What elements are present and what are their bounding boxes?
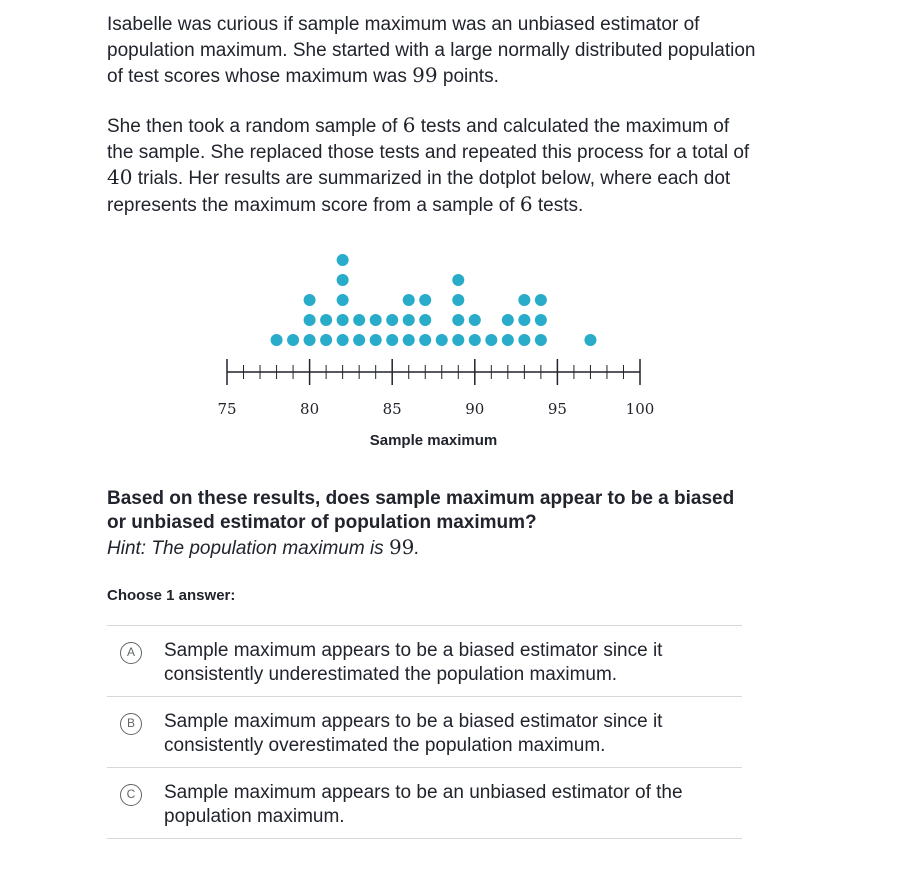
dot bbox=[386, 314, 398, 326]
hint-text: . bbox=[414, 538, 420, 559]
dot bbox=[452, 314, 464, 326]
dot bbox=[419, 334, 431, 346]
intro-paragraph-2 bbox=[107, 113, 757, 218]
dot bbox=[485, 334, 497, 346]
intro-text: trials. Her results are summarized in the dotplot below, where each dot represents the maximum score from a sample of bbox=[107, 168, 731, 216]
dot bbox=[320, 314, 332, 326]
intro-text: tests and calculated the maximum of the sample. She replaced those tests and repeated this process for a total of bbox=[107, 116, 750, 163]
dot bbox=[535, 294, 547, 306]
dot bbox=[304, 334, 316, 346]
dot bbox=[304, 294, 316, 306]
hint-line bbox=[107, 535, 757, 561]
hint-text: Hint: The population maximum is bbox=[107, 538, 389, 559]
intro-text: She then took a random sample of bbox=[107, 116, 403, 137]
dot bbox=[337, 294, 349, 306]
question-text: Based on these results, does sample maximum appear to be a biased or unbiased estimator of population maximum? bbox=[107, 488, 735, 533]
dot bbox=[304, 314, 316, 326]
dot bbox=[452, 334, 464, 346]
dot bbox=[452, 294, 464, 306]
dot bbox=[353, 314, 365, 326]
x-tick-label: 95 bbox=[547, 400, 567, 418]
dot bbox=[370, 314, 382, 326]
hint-value: 99 bbox=[388, 535, 415, 559]
choice-c-letter-circle: C bbox=[120, 784, 142, 806]
dot bbox=[337, 254, 349, 266]
x-tick-label: 80 bbox=[300, 400, 320, 418]
choice-b-letter-circle: B bbox=[120, 713, 142, 735]
x-tick-label: 85 bbox=[382, 400, 402, 418]
dot bbox=[452, 274, 464, 286]
population-max-value: 99 bbox=[412, 63, 438, 87]
dot bbox=[403, 334, 415, 346]
intro-text: tests. bbox=[532, 194, 584, 216]
dot bbox=[469, 314, 481, 326]
sample-size-value: 6 bbox=[402, 113, 416, 137]
choice-c[interactable] bbox=[107, 768, 742, 839]
dotplot-chart bbox=[200, 240, 680, 455]
dot bbox=[320, 334, 332, 346]
dot bbox=[370, 334, 382, 346]
dot bbox=[518, 314, 530, 326]
choice-a-letter-circle: A bbox=[120, 642, 142, 664]
dot bbox=[337, 314, 349, 326]
dot bbox=[386, 334, 398, 346]
x-tick-label: 75 bbox=[217, 400, 237, 418]
choice-c-text: Sample maximum appears to be an unbiased estimator of the population maximum. bbox=[164, 782, 683, 827]
dot bbox=[337, 334, 349, 346]
x-tick-label: 100 bbox=[625, 400, 655, 418]
dot bbox=[337, 274, 349, 286]
trials-value: 40 bbox=[107, 165, 133, 189]
intro-text: points. bbox=[437, 66, 499, 87]
dot bbox=[518, 334, 530, 346]
dot bbox=[502, 334, 514, 346]
dot bbox=[403, 294, 415, 306]
dot bbox=[271, 334, 283, 346]
choice-b[interactable] bbox=[107, 697, 742, 768]
answer-choices bbox=[107, 625, 742, 839]
dot bbox=[436, 334, 448, 346]
dot bbox=[403, 314, 415, 326]
dot bbox=[535, 334, 547, 346]
choice-b-text: Sample maximum appears to be a biased estimator since it consistently overestimated the population maximum. bbox=[164, 711, 663, 756]
sample-size-value: 6 bbox=[519, 191, 533, 216]
choice-a[interactable] bbox=[107, 626, 742, 697]
dot bbox=[535, 314, 547, 326]
x-tick-label: 90 bbox=[465, 400, 485, 418]
dot bbox=[419, 294, 431, 306]
choose-label: Choose 1 answer: bbox=[107, 587, 236, 604]
intro-text: Isabelle was curious if sample maximum was an unbiased estimator of population maximum. She started with a large normally distributed population of test scores whose maximum was bbox=[107, 14, 756, 87]
dot bbox=[287, 334, 299, 346]
x-axis-label: Sample maximum bbox=[369, 432, 498, 449]
dot bbox=[502, 314, 514, 326]
dot bbox=[469, 334, 481, 346]
dot bbox=[419, 314, 431, 326]
question-block bbox=[107, 487, 757, 561]
dot bbox=[584, 334, 596, 346]
dot bbox=[353, 334, 365, 346]
choice-a-text: Sample maximum appears to be a biased estimator since it consistently underestimated the population maximum. bbox=[164, 640, 663, 685]
dot bbox=[518, 294, 530, 306]
intro-paragraph-1 bbox=[107, 12, 757, 90]
